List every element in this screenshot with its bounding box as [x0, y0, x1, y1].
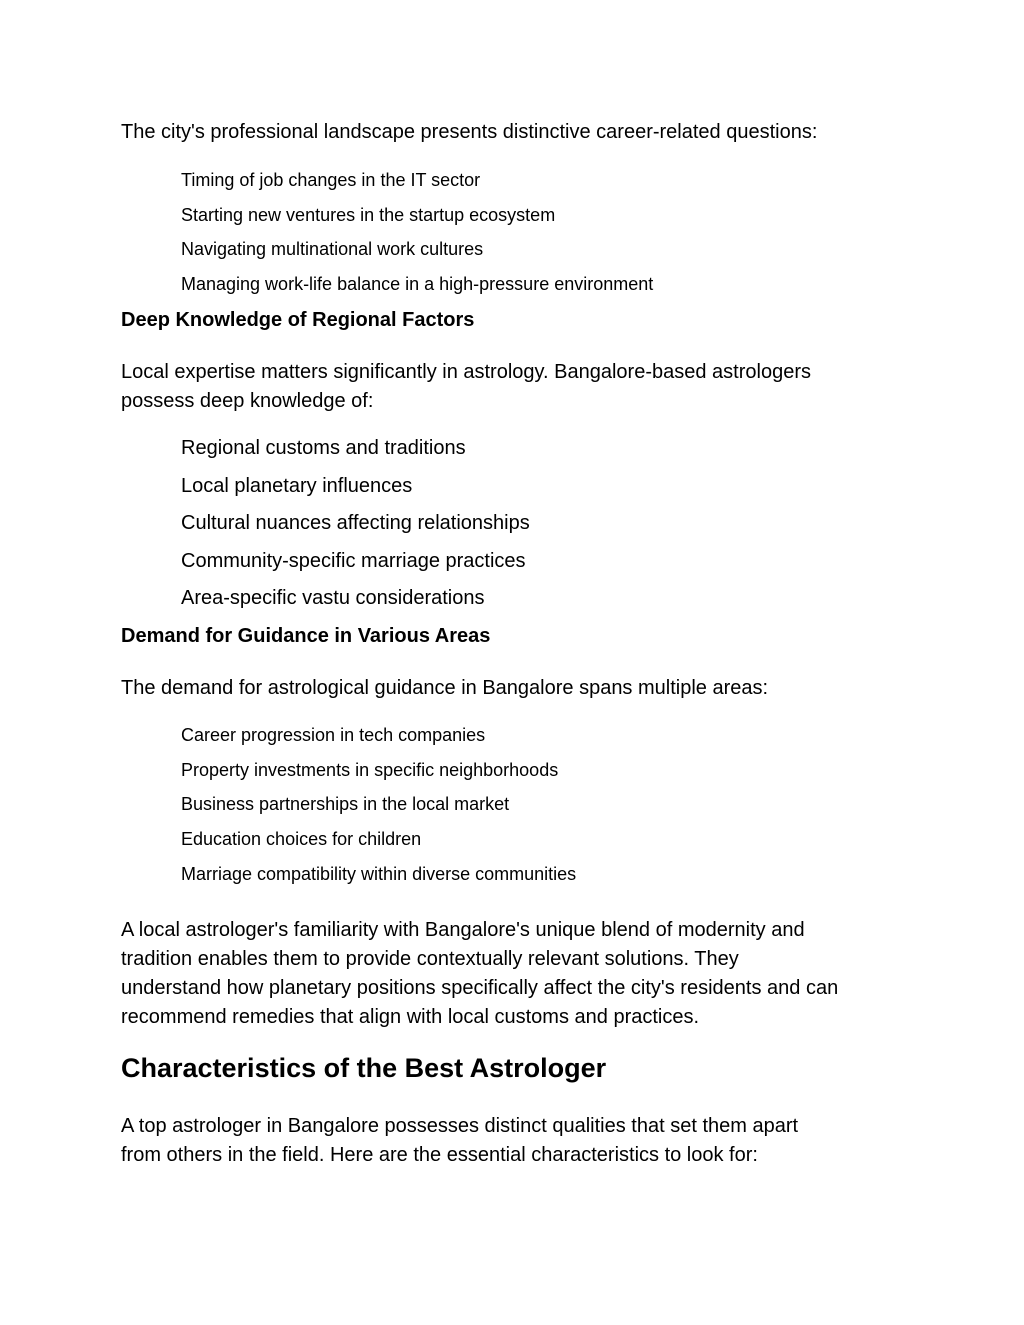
- section-heading-demand: Demand for Guidance in Various Areas: [121, 625, 491, 647]
- list-item: Education choices for children: [181, 829, 422, 849]
- section-heading-regional: Deep Knowledge of Regional Factors: [121, 309, 475, 331]
- list-item: Area-specific vastu considerations: [181, 587, 485, 609]
- regional-paragraph-line: possess deep knowledge of:: [121, 390, 374, 412]
- regional-paragraph-line: Local expertise matters significantly in astrology. Bangalore-based astrologers: [121, 361, 811, 383]
- paragraph-line: A local astrologer's familiarity with Bangalore's unique blend of modernity and: [121, 919, 805, 941]
- list-item: Business partnerships in the local market: [181, 794, 510, 814]
- list-item: Starting new ventures in the startup ecosystem: [181, 205, 556, 225]
- paragraph-line: from others in the field. Here are the essential characteristics to look for:: [121, 1144, 758, 1166]
- list-item: Marriage compatibility within diverse communities: [181, 864, 577, 884]
- list-item: Local planetary influences: [181, 475, 413, 497]
- list-item: Navigating multinational work cultures: [181, 239, 484, 259]
- paragraph-line: tradition enables them to provide contextually relevant solutions. They: [121, 948, 739, 970]
- intro-paragraph: The city's professional landscape presents distinctive career-related questions:: [121, 121, 818, 143]
- demand-paragraph: The demand for astrological guidance in Bangalore spans multiple areas:: [121, 677, 769, 699]
- list-item: Regional customs and traditions: [181, 437, 466, 459]
- paragraph-line: understand how planetary positions specifically affect the city's residents and can: [121, 977, 839, 999]
- list-item: Career progression in tech companies: [181, 725, 486, 745]
- list-item: Property investments in specific neighborhoods: [181, 760, 559, 780]
- list-item: Cultural nuances affecting relationships: [181, 512, 530, 534]
- list-item: Timing of job changes in the IT sector: [181, 170, 481, 190]
- paragraph-line: A top astrologer in Bangalore possesses distinct qualities that set them apart: [121, 1115, 799, 1137]
- section-heading-characteristics: Characteristics of the Best Astrologer: [121, 1053, 607, 1083]
- list-item: Community-specific marriage practices: [181, 550, 526, 572]
- paragraph-line: recommend remedies that align with local customs and practices.: [121, 1006, 700, 1028]
- list-item: Managing work-life balance in a high-pressure environment: [181, 274, 654, 294]
